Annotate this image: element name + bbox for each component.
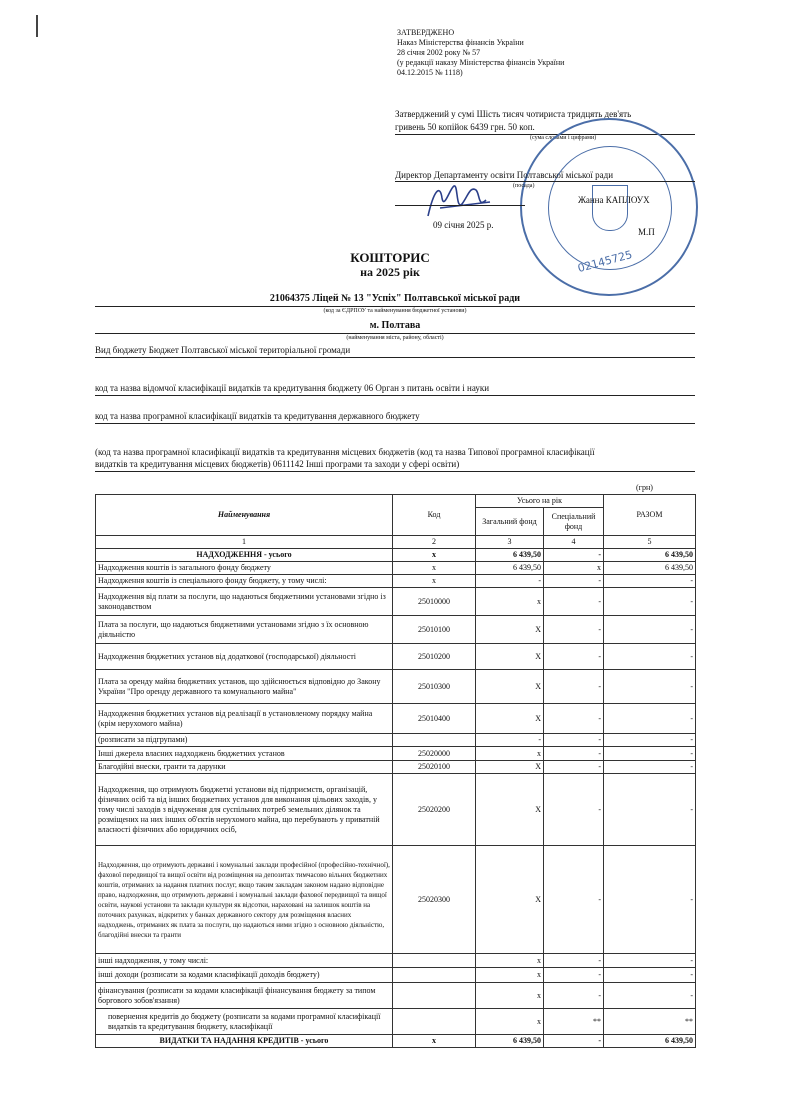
row-special-fund-cell: - [544,704,604,734]
row-special-fund-cell: - [544,747,604,761]
row-general-fund-cell: х [476,968,544,983]
currency-unit: (грн) [636,483,653,492]
row-name-cell: Надходження бюджетних установ від реалізації в установленому порядку майна (крім нерухомого майна) [96,704,393,734]
local-program-code [95,446,700,470]
budget-table [95,494,696,1048]
departmental-code: код та назва відомчої класифікації видатків та кредитування бюджету 06 Орган з питань освіти і науки [95,383,490,393]
document-title: КОШТОРИС [350,250,430,265]
row-code-cell: 25010100 [393,616,476,644]
row-code-cell: 25020300 [393,846,476,954]
row-total-cell: - [604,774,696,846]
col-num-1: 1 [96,536,393,549]
table-row [96,846,696,954]
org-underline [95,306,695,307]
row-name-cell: Надходження, що отримують бюджетні установи від підприємств, організацій, фізичних осіб та від інших бюджетних установ для виконання цільових заходів, у тому числі заходів з відчуження для суспільних потреб земельних ділянок та розміщених на них інших об'єктів нерухомого майна, що перебувають у приватній власності фізичних або юридичних осіб, [96,774,393,846]
table-row [96,1009,696,1035]
table-row [96,670,696,704]
seal-place-label: М.П [638,227,655,237]
col-num-4: 4 [544,536,604,549]
row-total-cell: - [604,954,696,968]
organization-name: 21064375 Ліцей № 13 "Успіх" Полтавської міської ради [269,293,521,304]
header-general-fund: Загальний фонд [476,508,544,536]
row-general-fund-cell: - [476,734,544,747]
row-general-fund-cell: Х [476,774,544,846]
row-code-cell: 25020100 [393,761,476,774]
row-special-fund-cell: - [544,968,604,983]
row-special-fund-cell: - [544,774,604,846]
director-title: Директор Департаменту освіти Полтавської міської ради [395,170,614,180]
row-code-cell: 25020200 [393,774,476,846]
row-total-cell: 6 439,50 [604,562,696,575]
table-row [96,588,696,616]
row-total-cell: - [604,670,696,704]
stamp-number: 02145725 [576,247,634,276]
city-caption: (найменування міста, району, області) [346,335,444,341]
document-year: на 2025 рік [360,265,420,279]
trident-emblem-icon [592,185,628,231]
approval-line-3: 28 січня 2002 року № 57 [397,48,481,57]
table-row [96,616,696,644]
row-general-fund-cell: Х [476,761,544,774]
city-underline [95,333,695,334]
row-name-cell: НАДХОДЖЕННЯ - усього [96,549,393,562]
signature-icon [420,180,500,220]
table-row [96,968,696,983]
table-row [96,704,696,734]
table-row [96,747,696,761]
row-special-fund-cell: ** [544,1009,604,1035]
position-caption: (посада) [513,183,535,189]
row-total-cell: - [604,575,696,588]
margin-mark [36,15,38,37]
row-general-fund-cell: 6 439,50 [476,549,544,562]
sum-caption: (сума словами і цифрами) [530,135,597,141]
row-total-cell: - [604,616,696,644]
row-special-fund-cell: - [544,588,604,616]
table-row [96,983,696,1009]
table-row [96,1035,696,1048]
table-row [96,549,696,562]
director-name: Жанна КАПЛОУХ [578,195,650,205]
header-special-fund: Спеціальний фонд [544,508,604,536]
row-code-cell: х [393,562,476,575]
row-name-cell: Благодійні внески, гранти та дарунки [96,761,393,774]
header-year-total: Усього на рік [476,495,604,508]
row-special-fund-cell: - [544,616,604,644]
row-name-cell: інші доходи (розписати за кодами класифікації доходів бюджету) [96,968,393,983]
row-general-fund-cell: Х [476,846,544,954]
row-code-cell [393,734,476,747]
row-special-fund-cell: - [544,549,604,562]
approval-line-2: Наказ Міністерства фінансів України [397,38,524,47]
row-total-cell: 6 439,50 [604,549,696,562]
row-special-fund-cell: - [544,1035,604,1048]
table-row [96,734,696,747]
org-caption: (код за ЄДРПОУ та найменування бюджетної установи) [323,308,467,314]
row-total-cell: - [604,968,696,983]
row-general-fund-cell: 6 439,50 [476,1035,544,1048]
row-name-cell: фінансування (розписати за кодами класифікації фінансування бюджету за типом боргового зобов'язання) [96,983,393,1009]
approved-sum-line-1: Затверджений у сумі Шість тисяч чотириста тридцять дев'ять [395,109,632,119]
row-code-cell: 25020000 [393,747,476,761]
row-total-cell: - [604,704,696,734]
row-code-cell [393,1009,476,1035]
row-code-cell: 25010400 [393,704,476,734]
row-total-cell: - [604,734,696,747]
local-underline [95,471,695,472]
row-total-cell: - [604,846,696,954]
row-total-cell: - [604,983,696,1009]
header-total: РАЗОМ [604,495,696,536]
row-name-cell: Інші джерела власних надходжень бюджетних установ [96,747,393,761]
row-general-fund-cell: - [476,575,544,588]
row-general-fund-cell: Х [476,644,544,670]
row-code-cell: 25010300 [393,670,476,704]
row-name-cell: Плата за послуги, що надаються бюджетними установами згідно з їх основною діяльністю [96,616,393,644]
row-code-cell: х [393,1035,476,1048]
approval-block [397,28,564,78]
row-name-cell: Надходження від плати за послуги, що надаються бюджетними установами згідно із законодавством [96,588,393,616]
row-general-fund-cell: х [476,1009,544,1035]
row-code-cell [393,968,476,983]
row-total-cell: - [604,761,696,774]
row-general-fund-cell: Х [476,704,544,734]
row-general-fund-cell: х [476,983,544,1009]
approval-date: 09 січня 2025 р. [433,220,494,230]
row-general-fund-cell: 6 439,50 [476,562,544,575]
local-program-code-line-1: (код та назва програмної класифікації видатків та кредитування місцевих бюджетів (код та назва Типової програмної класифікації [95,447,595,457]
official-stamp [520,118,698,296]
approval-line-5: 04.12.2015 № 1118) [397,68,463,77]
program-code: код та назва програмної класифікації видатків та кредитування державного бюджету [95,411,420,421]
approved-sum-line-2: гривень 50 копійок 6439 грн. 50 коп. [395,122,535,132]
row-special-fund-cell: - [544,734,604,747]
city-name: м. Полтава [369,320,421,331]
row-general-fund-cell: х [476,954,544,968]
row-name-cell: Надходження бюджетних установ від додаткової (господарської) діяльності [96,644,393,670]
row-special-fund-cell: х [544,562,604,575]
approval-line-4: (у редакції наказу Міністерства фінансів України [397,58,565,67]
row-special-fund-cell: - [544,954,604,968]
row-general-fund-cell: х [476,747,544,761]
row-special-fund-cell: - [544,575,604,588]
row-name-cell: ВИДАТКИ ТА НАДАННЯ КРЕДИТІВ - усього [96,1035,393,1048]
row-code-cell: 25010200 [393,644,476,670]
row-total-cell: - [604,747,696,761]
budget-type-underline [95,357,695,358]
row-code-cell [393,983,476,1009]
row-total-cell: ** [604,1009,696,1035]
row-name-cell: Надходження, що отримують державні і комунальні заклади професійної (професійно-технічної), фахової передвищої та вищої освіти від розміщення на депозитах тимчасово вільних бюджетних коштів, отриманих за надання платних послуг, якщо таким закладам законом надано відповідне право, надходження, що отримують державні і комунальні заклади фахової передвищої та вищої освіти, наукові установи та заклади культури як відсотки, нараховані на залишок коштів на поточних рахунках, відкритих у банках державного сектору для розміщення власних надходжень, отриманих як плата за послуги, що надаються ними згідно з основною діяльністю, благодійні внески та гранти [96,846,393,954]
col-num-3: 3 [476,536,544,549]
row-code-cell: х [393,575,476,588]
signature-underline [395,205,525,206]
row-special-fund-cell: - [544,670,604,704]
row-name-cell: (розписати за підгрупами) [96,734,393,747]
local-program-code-line-2: видатків та кредитування місцевих бюджетів) 0611142 Інші програми та заходи у сфері освіти) [95,459,460,469]
row-special-fund-cell: - [544,983,604,1009]
dept-underline [95,395,695,396]
table-row [96,562,696,575]
table-row [96,644,696,670]
prog-underline [95,423,695,424]
row-general-fund-cell: Х [476,670,544,704]
row-total-cell: 6 439,50 [604,1035,696,1048]
table-row [96,954,696,968]
col-num-5: 5 [604,536,696,549]
approval-line-1: ЗАТВЕРДЖЕНО [397,28,455,37]
row-total-cell: - [604,644,696,670]
table-row [96,774,696,846]
header-code: Код [393,495,476,536]
row-special-fund-cell: - [544,761,604,774]
row-name-cell: Надходження коштів із загального фонду бюджету [96,562,393,575]
header-name: Найменування [96,495,393,536]
col-num-2: 2 [393,536,476,549]
table-row [96,575,696,588]
row-name-cell: Надходження коштів із спеціального фонду бюджету, у тому числі: [96,575,393,588]
row-name-cell: інші надходження, у тому числі: [96,954,393,968]
row-code-cell: 25010000 [393,588,476,616]
row-general-fund-cell: х [476,588,544,616]
table-row [96,761,696,774]
row-code-cell: х [393,549,476,562]
row-special-fund-cell: - [544,644,604,670]
row-total-cell: - [604,588,696,616]
row-code-cell [393,954,476,968]
row-name-cell: повернення кредитів до бюджету (розписати за кодами програмної класифікації видатків та кредитування бюджету, класифікації [96,1009,393,1035]
budget-type: Вид бюджету Бюджет Полтавської міської територіальної громади [95,345,351,355]
row-general-fund-cell: Х [476,616,544,644]
row-special-fund-cell: - [544,846,604,954]
row-name-cell: Плата за оренду майна бюджетних установ, що здійснюється відповідно до Закону України "Про оренду державного та комунального майна" [96,670,393,704]
